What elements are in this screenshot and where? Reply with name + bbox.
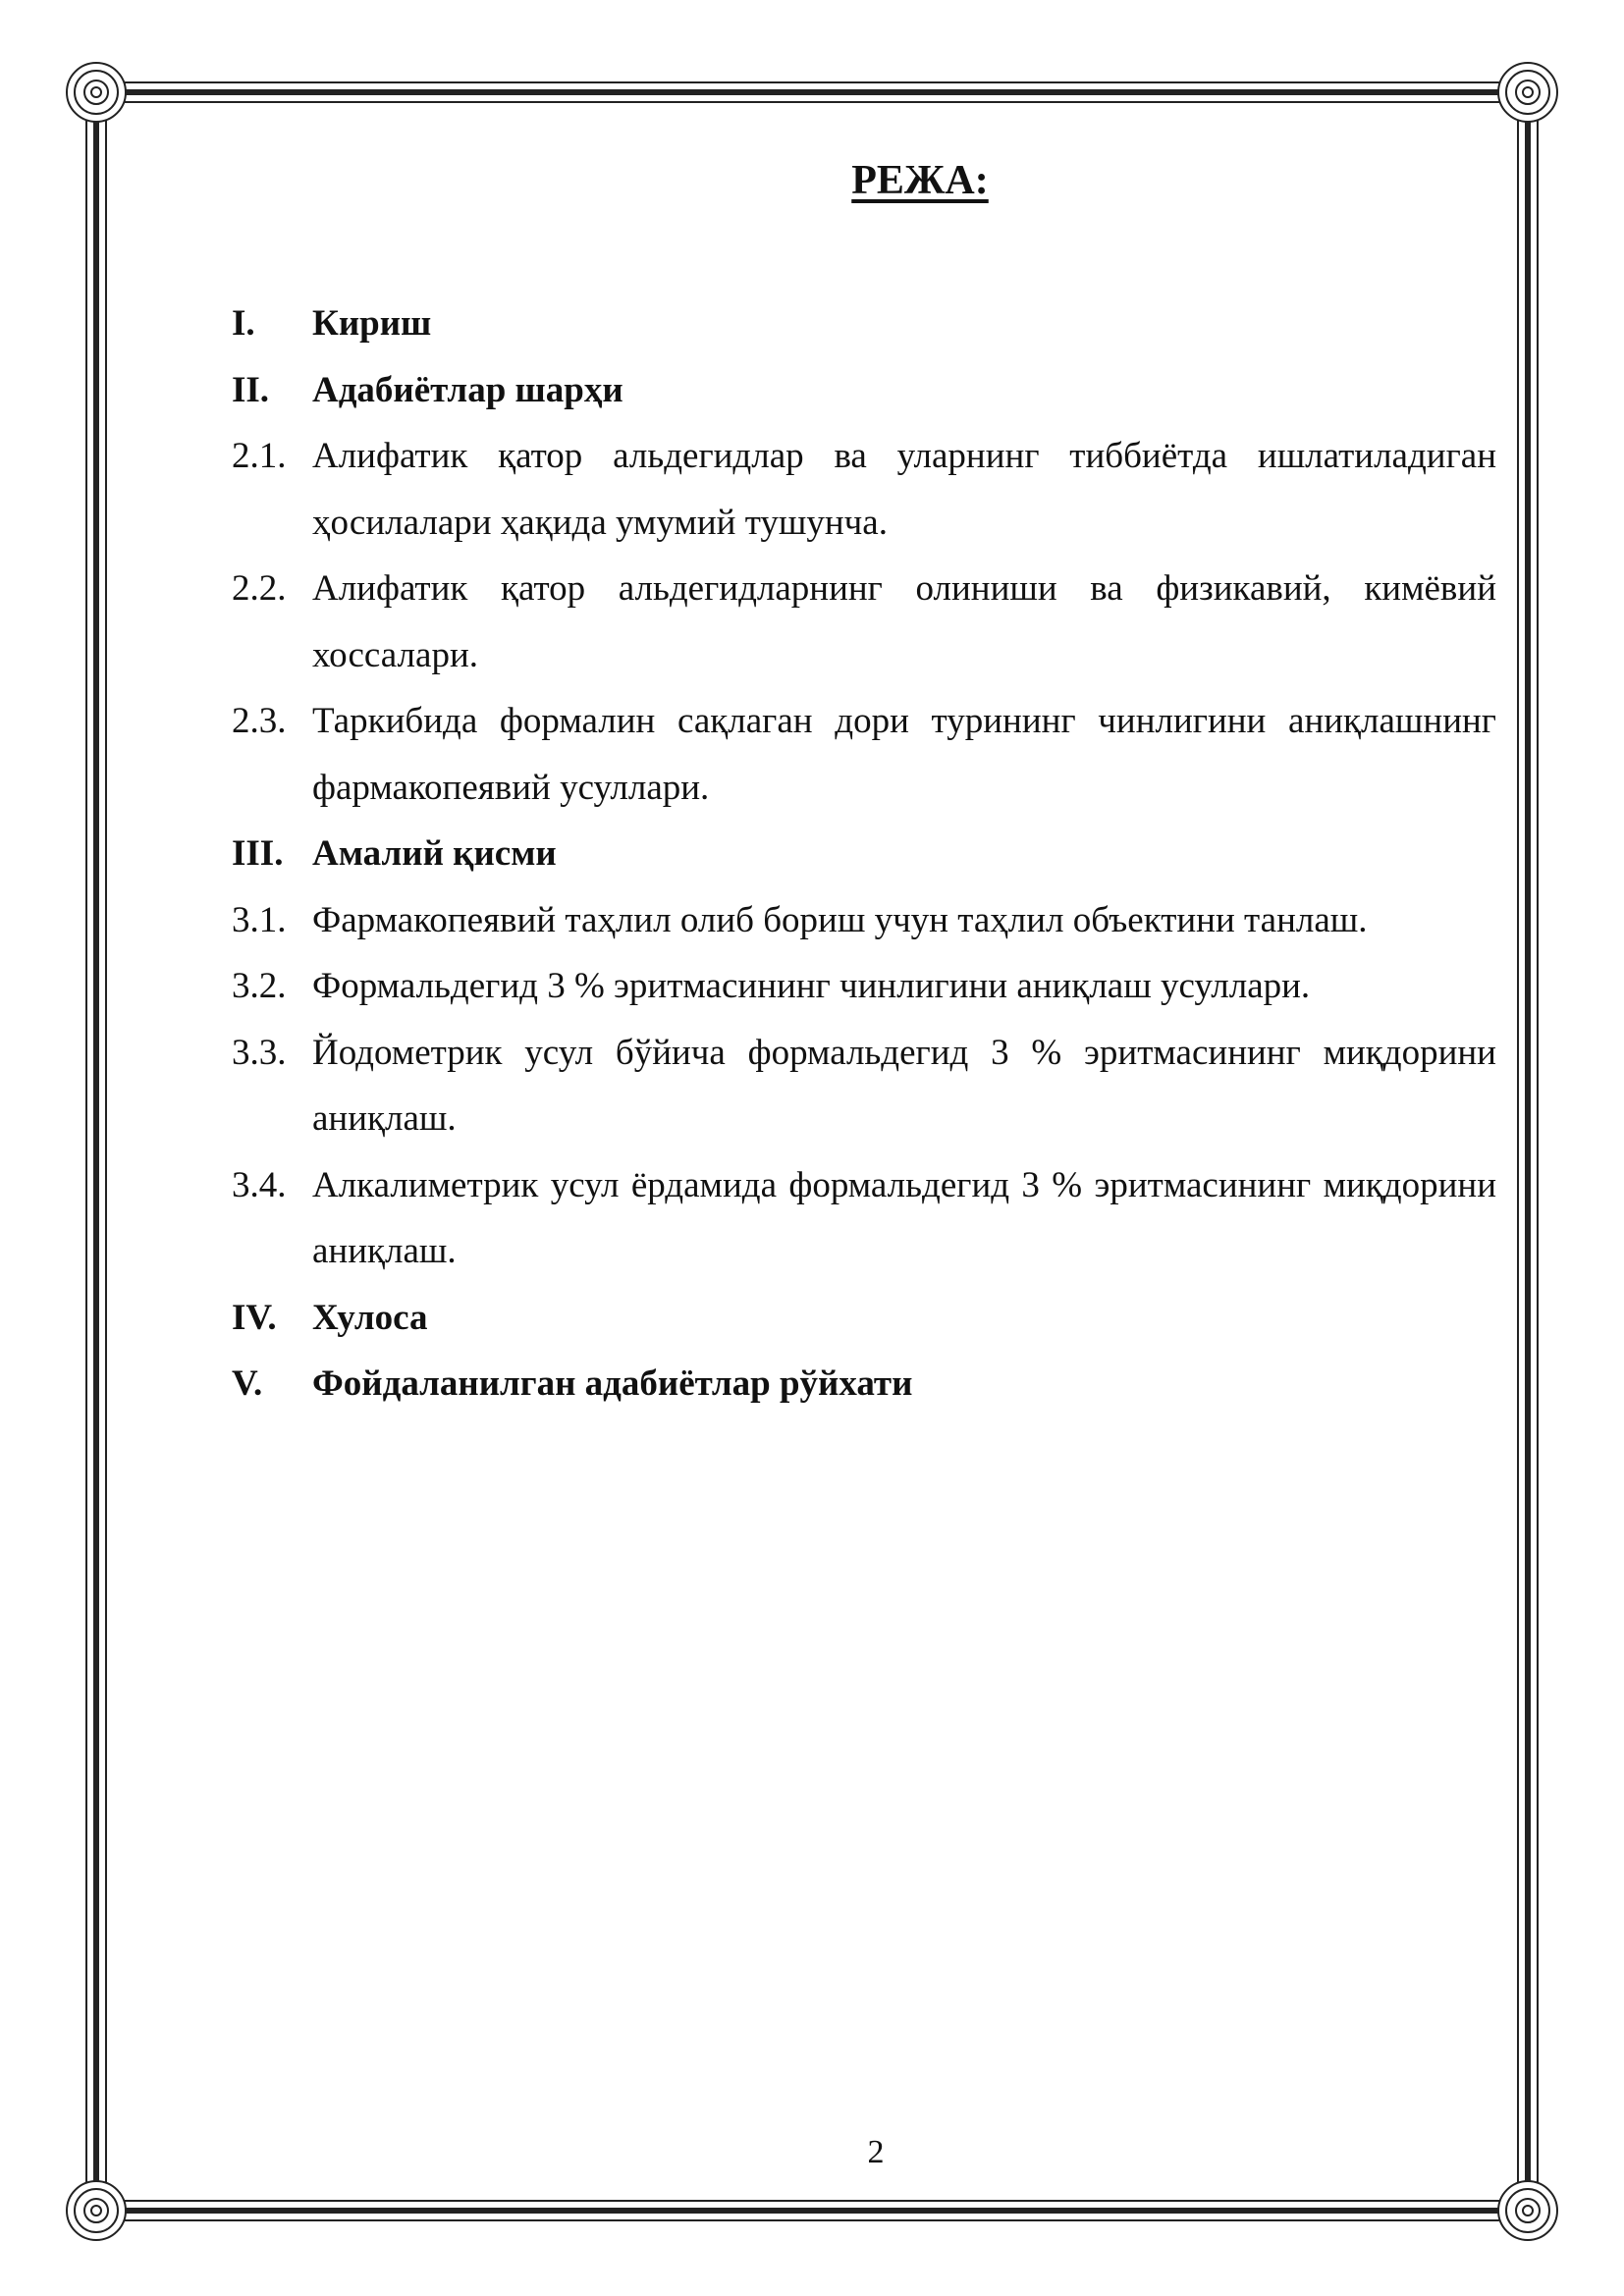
toc-item [232, 1285, 1496, 1352]
toc-item-number: 2.2. [232, 568, 287, 609]
toc-item [232, 291, 1496, 357]
toc-item [232, 1351, 1496, 1417]
toc-item [232, 423, 1496, 556]
toc-item-text: Фармакопеявий таҳлил олиб бориш учун таҳлил объектини танлаш. [312, 899, 1368, 940]
toc-item-number: II. [232, 369, 270, 410]
toc-item [232, 1152, 1496, 1285]
toc-item-text: Таркибида формалин сақлаган дори турининг чинлигини аниқлашнинг фармакопеявий усуллари. [312, 701, 1496, 808]
toc-item-text: Хулоса [312, 1297, 428, 1338]
toc-item-number: 2.3. [232, 701, 287, 741]
toc-item-text: Адабиётлар шарҳи [312, 369, 623, 410]
toc-item [232, 887, 1496, 954]
toc-item-number: 2.1. [232, 436, 287, 476]
toc-item-text: Алифатик қатор альдегидларнинг олиниши ва физикавий, кимёвий хоссалари. [312, 568, 1496, 675]
toc-item-number: 3.2. [232, 966, 287, 1006]
toc-item-text: Алифатик қатор альдегидлар ва уларнинг тиббиётда ишлатиладиган ҳосилалари ҳақида умумий тушунча. [312, 436, 1496, 543]
toc-item-text: Фойдаланилган адабиётлар рўйхати [312, 1363, 913, 1404]
toc-item [232, 821, 1496, 887]
toc-item [232, 953, 1496, 1020]
toc-item [232, 688, 1496, 821]
toc-item-text: Йодометрик усул бўйича формальдегид 3 % эритмасининг миқдорини аниқлаш. [312, 1032, 1496, 1139]
toc-item-number: 3.4. [232, 1164, 287, 1205]
table-of-contents [232, 291, 1496, 1417]
toc-item-number: I. [232, 303, 255, 344]
toc-item [232, 556, 1496, 688]
toc-item [232, 1020, 1496, 1152]
toc-item-number: 3.1. [232, 899, 287, 940]
toc-item-number: III. [232, 833, 284, 874]
page-title: РЕЖА: [851, 158, 989, 203]
toc-item-text: Амалий қисми [312, 833, 557, 874]
toc-item-text: Формальдегид 3 % эритмасининг чинлигини аниқлаш усуллари. [312, 966, 1311, 1006]
toc-item-number: 3.3. [232, 1032, 287, 1073]
page-number: 2 [867, 2134, 885, 2170]
toc-item [232, 357, 1496, 424]
toc-item-text: Кириш [312, 303, 432, 344]
toc-item-number: V. [232, 1363, 263, 1404]
toc-item-number: IV. [232, 1297, 277, 1338]
toc-item-text: Алкалиметрик усул ёрдамида формальдегид 3 % эритмасининг миқдорини аниқлаш. [312, 1164, 1496, 1271]
